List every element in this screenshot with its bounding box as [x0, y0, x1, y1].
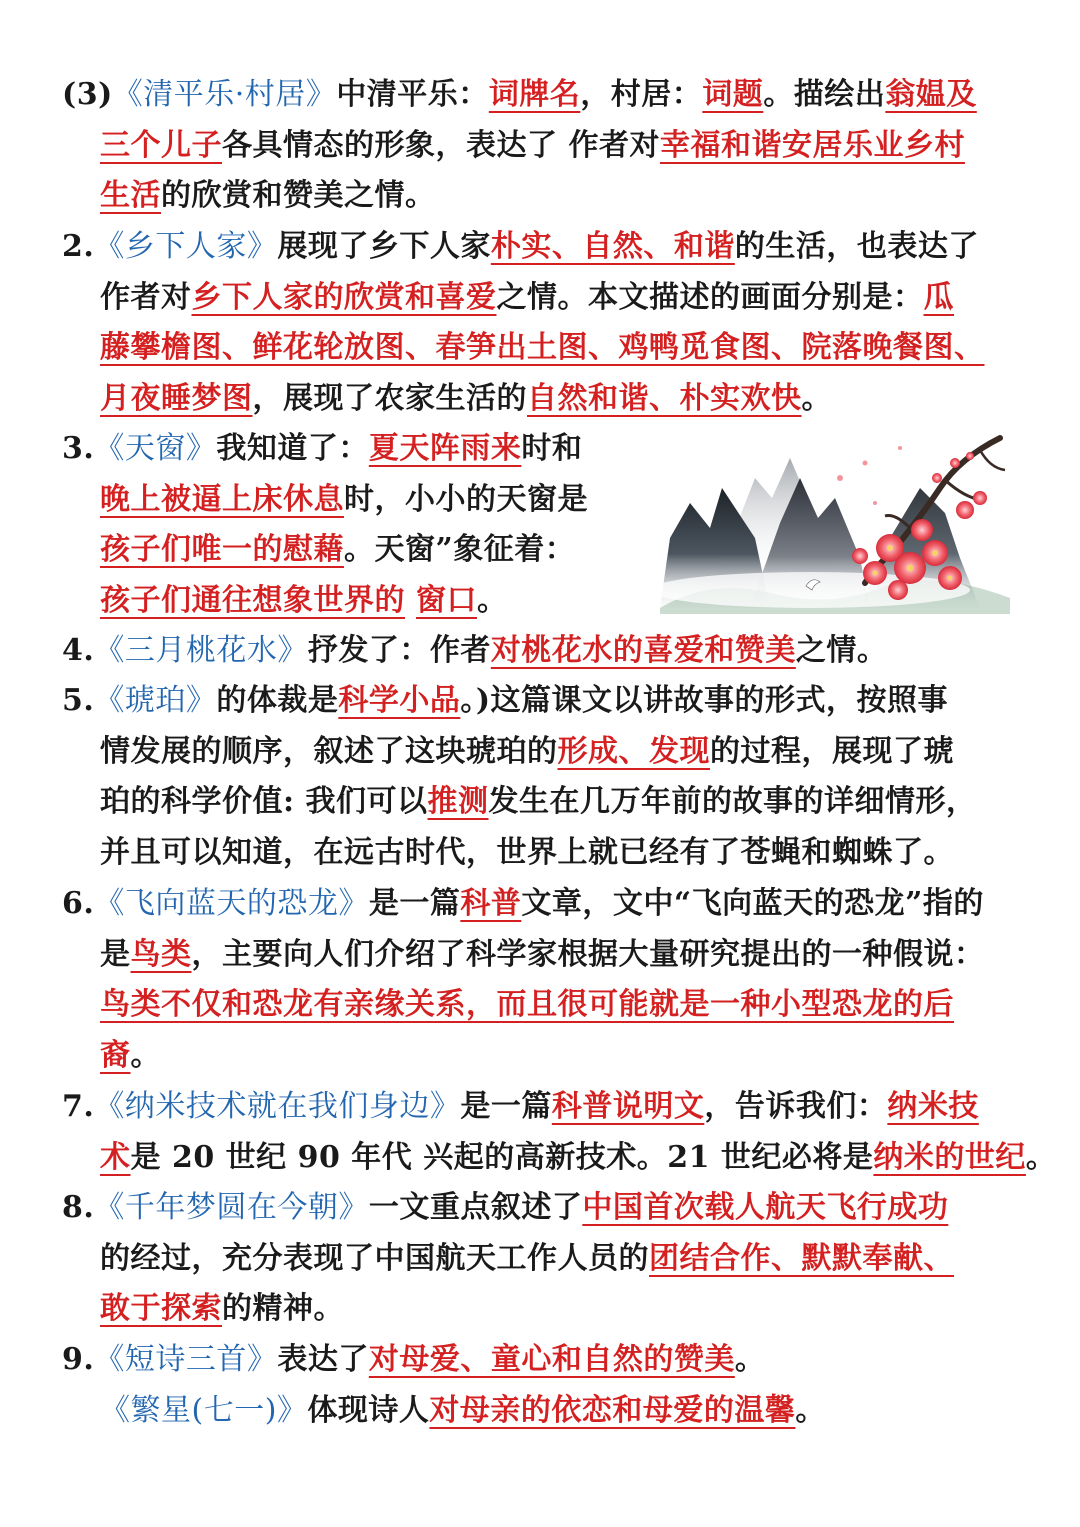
text-line [62, 879, 985, 930]
ink-mountain-plum-blossom-illustration [660, 418, 1010, 614]
key-answer-text: 词牌名 [488, 77, 581, 112]
text-line [62, 626, 887, 677]
key-answer-text: 孩子们唯一的慰藉 [100, 532, 344, 568]
body-text: 的经过，充分表现了中国航天工作人员的 [100, 1240, 649, 1276]
text-line [62, 70, 977, 121]
lesson-title: 《纳米技术就在我们身边》 [94, 1089, 461, 1124]
body-text: 4. [62, 633, 95, 668]
body-text: 2. [62, 229, 95, 264]
body-text: 发生在几万年前的故事的详细情形， [488, 784, 977, 820]
key-answer-text: 乡下人家的欣赏和喜爱 [191, 279, 497, 315]
key-answer-text: 翁媪及 [885, 77, 977, 112]
body-text: 情发展的顺序，叙述了这块琥珀的 [100, 733, 558, 769]
body-text: 之情。 [795, 633, 888, 668]
body-text: 的体裁是 [216, 683, 339, 718]
body-text: 是 [100, 936, 131, 972]
key-answer-text: 对母亲的依恋和母爱的温馨 [429, 1392, 796, 1428]
lesson-title: 《飞向蓝天的恐龙》 [94, 886, 369, 921]
body-text: 时，小小的天窗是 [344, 481, 588, 517]
body-text: 之情。本文描述的画面分别是： [496, 279, 924, 315]
key-answer-text: 鸟类不仅和恐龙有亲缘关系，而且很可能就是一种小型恐龙的后 [100, 987, 954, 1023]
body-text: 体现诗人 [307, 1392, 430, 1428]
item-feixianglantiandekonglong [62, 879, 985, 1082]
text-line [62, 1386, 826, 1437]
key-answer-text: 科普说明文 [551, 1089, 705, 1124]
body-text: 各具情态的形象，表达了 作者对 [222, 127, 660, 163]
key-answer-text: 藤攀檐图、鲜花轮放图、春笋出土图、鸡鸭觅食图、院落晚餐图、 [100, 330, 985, 366]
text-line [62, 424, 622, 475]
body-text: 5. [62, 683, 95, 718]
text-line [62, 323, 985, 374]
lesson-title: 《三月桃花水》 [94, 633, 308, 668]
lesson-title: 《琥珀》 [94, 683, 217, 718]
body-text: 并且可以知道，在远古时代，世界上就已经有了苍蝇和蜘蛛了。 [100, 835, 954, 871]
body-text: 9. [62, 1342, 95, 1377]
body-text: 的生活，也表达了 [734, 229, 979, 264]
body-text: 表达了 [277, 1342, 369, 1377]
body-text [405, 583, 416, 618]
key-answer-text: 术 [100, 1139, 131, 1175]
body-text: 。)这篇课文以讲故事的形式，按照事 [460, 683, 949, 718]
key-answer-text: 对桃花水的喜爱和赞美 [490, 633, 796, 668]
key-answer-text: 推测 [427, 784, 489, 820]
key-answer-text: 科学小品 [338, 683, 461, 718]
text-line [62, 273, 985, 324]
text-line [62, 1031, 985, 1082]
key-answer-text: 夏天阵雨来 [368, 431, 522, 466]
body-text: 的精神。 [222, 1291, 344, 1327]
key-answer-text: 朴实、自然、和谐 [490, 229, 735, 264]
text-line [62, 1234, 954, 1285]
body-text: 3. [62, 431, 95, 466]
body-text: 一文重点叙述了 [368, 1190, 583, 1225]
body-text: 是一篇 [368, 886, 461, 921]
body-text: (3) [62, 77, 113, 112]
item-tianchuang [62, 424, 622, 627]
key-answer-text: 科普 [460, 886, 522, 921]
body-text: 。天窗”象征着： [344, 532, 576, 568]
text-line [62, 222, 985, 273]
text-line [62, 980, 985, 1031]
body-text: ，展现了农家生活的 [252, 381, 527, 417]
key-answer-text: 纳米的世纪 [873, 1139, 1026, 1175]
body-text: 。 [795, 1392, 826, 1428]
item-namijishu [62, 1082, 1056, 1183]
text-line [62, 475, 622, 526]
text-line [62, 576, 622, 627]
key-answer-text: 形成、发现 [557, 733, 710, 769]
body-text: 是 20 世纪 90 年代 兴起的高新技术。21 世纪必将是 [130, 1139, 874, 1175]
body-text: 6. [62, 886, 95, 921]
lesson-title: 《千年梦圆在今朝》 [94, 1190, 369, 1225]
lesson-title: 《繁星(七一)》 [100, 1392, 308, 1428]
body-text: 。 [734, 1342, 766, 1377]
key-answer-text: 裔 [100, 1038, 131, 1074]
key-answer-text: 自然和谐、朴实欢快 [527, 381, 802, 417]
body-text: 7. [62, 1089, 95, 1124]
key-answer-text: 团结合作、默默奉献、 [649, 1240, 954, 1276]
body-text: 展现了乡下人家 [277, 229, 491, 264]
body-text: 。 [1025, 1139, 1057, 1175]
item-hupo [62, 676, 977, 879]
lesson-title: 《天窗》 [94, 431, 217, 466]
body-text: 的过程，展现了琥 [710, 733, 954, 769]
item-xiangxiarenjia [62, 222, 985, 425]
key-answer-text: 敢于探索 [100, 1291, 222, 1327]
text-line [62, 777, 977, 828]
key-answer-text: 孩子们通往想象世界的 [100, 583, 405, 619]
item-qingpingle [62, 70, 977, 222]
key-answer-text: 窗口 [415, 583, 477, 619]
body-text: ，村居： [580, 77, 703, 112]
text-line [62, 828, 977, 879]
lesson-title: 《短诗三首》 [94, 1342, 278, 1377]
body-text: 8. [62, 1190, 95, 1225]
text-line [62, 1335, 826, 1386]
body-text: 文章，文中“飞向蓝天的恐龙”指的 [521, 886, 984, 921]
body-text: ，告诉我们： [704, 1089, 888, 1124]
text-line [62, 1133, 1056, 1184]
body-text: 的欣赏和赞美之情。 [161, 178, 436, 214]
body-text: 珀的科学价值: 我们可以 [100, 784, 428, 820]
key-answer-text: 生活 [100, 178, 161, 214]
key-answer-text: 三个儿子 [100, 127, 222, 163]
text-line [62, 121, 977, 172]
text-line [62, 1183, 954, 1234]
text-line [62, 1082, 1056, 1133]
body-text: 作者对 [100, 279, 192, 315]
body-text: ，主要向人们介绍了科学家根据大量研究提出的一种假说： [191, 936, 985, 972]
body-text: 是一篇 [460, 1089, 552, 1124]
lesson-title: 《清平乐·村居》 [112, 77, 337, 112]
text-line [62, 525, 622, 576]
key-answer-text: 瓜 [923, 279, 954, 315]
item-duanshisanshou [62, 1335, 826, 1436]
body-text: 。 [476, 583, 508, 619]
text-line [62, 676, 977, 727]
body-text: 中清平乐： [336, 77, 489, 112]
body-text: 。 [130, 1038, 161, 1074]
body-text: 抒发了：作者 [307, 633, 491, 668]
key-answer-text: 纳米技 [887, 1089, 979, 1124]
body-text: 。描绘出 [763, 77, 886, 112]
key-answer-text: 对母爱、童心和自然的赞美 [368, 1342, 735, 1377]
key-answer-text: 月夜睡梦图 [100, 381, 253, 417]
item-sanyuetaohuashui [62, 626, 887, 677]
key-answer-text: 鸟类 [130, 936, 192, 972]
key-answer-text: 词题 [702, 77, 764, 112]
key-answer-text: 晚上被逼上床休息 [100, 481, 344, 517]
text-line [62, 727, 977, 778]
body-text: 时和 [521, 431, 583, 466]
text-line [62, 171, 977, 222]
text-line [62, 930, 985, 981]
text-line [62, 1284, 954, 1335]
body-text: 我知道了： [216, 431, 369, 466]
lesson-title: 《乡下人家》 [94, 229, 278, 264]
key-answer-text: 幸福和谐安居乐业乡村 [659, 127, 965, 163]
body-text: 。 [801, 381, 832, 417]
key-answer-text: 中国首次载人航天飞行成功 [582, 1190, 949, 1225]
item-qiannianmengyuan [62, 1183, 954, 1335]
